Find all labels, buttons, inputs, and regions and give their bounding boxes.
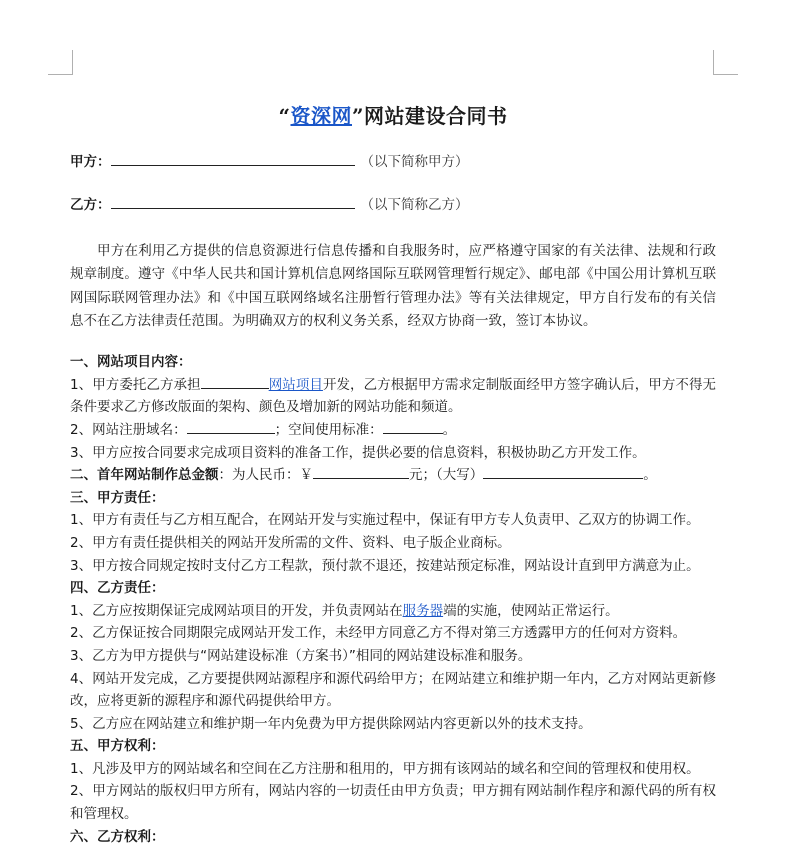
party-a-line [70, 151, 716, 173]
amount-number-blank[interactable] [313, 464, 409, 479]
section-4-item-1: 1、乙方应按期保证完成网站项目的开发，并负责网站在服务器端的实施，使网站正常运行。 [70, 602, 619, 619]
section-3-item-3: 3、甲方按合同规定按时支付乙方工程款，预付款不退还，按建站预定标准，网站设计直到甲方满意为止。 [70, 557, 700, 574]
document-page [70, 98, 716, 848]
section-5-item-1: 1、凡涉及甲方的网站域名和空间在乙方注册和租用的，甲方拥有该网站的域名和空间的管理权和使用权。 [70, 760, 700, 777]
party-b-label: 乙方： [70, 197, 111, 213]
section-4-item-5: 5、乙方应在网站建立和维护期一年内免费为甲方提供除网站内容更新以外的技术支持。 [70, 715, 592, 732]
website-project-link[interactable]: 网站项目 [268, 376, 323, 393]
section-4-heading: 四、乙方责任： [70, 580, 165, 597]
intro-paragraph: 甲方在利用乙方提供的信息资源进行信息传播和自我服务时，应严格遵守国家的有关法律、法规和行政规章制度。遵守《中华人民共和国计算机信息网络国际互联网管理暂行规定》、邮电部《中国公用计算机互联网国际联网管理办法》和《中国互联网络域名注册暂行管理办法》等有关法律规定，甲方自行发布的有关信息不在乙方法律责任范围。为明确双方的权利义务关系，经双方协商一致，签订本协议。 [70, 243, 716, 329]
amount-words-blank[interactable] [483, 464, 643, 479]
section-1-heading: 一、网站项目内容： [70, 354, 192, 371]
section-1-item-3: 3、甲方应按合同要求完成项目资料的准备工作，提供必要的信息资料，积极协助乙方开发工作。 [70, 444, 646, 461]
section-2-line: 二、首年网站制作总金额：为人民币：￥ 元；（大写） 。 [70, 464, 716, 487]
section-1-item-2: 2、网站注册域名： ；空间使用标准： 。 [70, 419, 716, 442]
section-4-item-2: 2、乙方保证按合同期限完成网站开发工作，未经甲方同意乙方不得对第三方透露甲方的任何对方资料。 [70, 625, 687, 642]
contract-body [70, 351, 716, 848]
section-6-heading: 六、乙方权利： [70, 828, 165, 845]
party-b-line [70, 194, 716, 216]
section-4-item-3: 3、乙方为甲方提供与“网站建设标准（方案书）”相同的网站建设标准和服务。 [70, 647, 532, 664]
section-5-item-2: 2、甲方网站的版权归甲方所有，网站内容的一切责任由甲方负责；甲方拥有网站制作程序和源代码的所有权和管理权。 [70, 783, 716, 823]
party-b-note: （以下简称乙方） [360, 197, 469, 213]
space-standard-blank[interactable] [383, 419, 443, 434]
party-a-blank[interactable] [111, 151, 355, 166]
page-title: “资深网”网站建设合同书 [278, 104, 508, 128]
crop-mark-top-right [713, 50, 738, 75]
project-blank[interactable] [201, 374, 269, 389]
section-1-item-1: 1、甲方委托乙方承担 网站项目开发，乙方根据甲方需求定制版面经甲方签字确认后，甲方不得无条件要求乙方修改版面的架构、颜色及增加新的网站功能和频道。 [70, 374, 716, 419]
section-3-item-1: 1、甲方有责任与乙方相互配合，在网站开发与实施过程中，保证有甲方专人负责甲、乙双方的协调工作。 [70, 512, 700, 529]
section-2-heading: 二、首年网站制作总金额 [70, 467, 219, 484]
party-a-note: （以下简称甲方） [360, 154, 469, 170]
party-b-blank[interactable] [111, 194, 355, 209]
section-5-heading: 五、甲方权利： [70, 738, 165, 755]
section-3-item-2: 2、甲方有责任提供相关的网站开发所需的文件、资料、电子版企业商标。 [70, 534, 511, 551]
domain-blank[interactable] [187, 419, 275, 434]
party-a-label: 甲方： [70, 154, 111, 170]
title-link[interactable]: 资深网 [290, 104, 352, 128]
section-4-item-4: 4、网站开发完成，乙方要提供网站源程序和源代码给甲方；在网站建立和维护期一年内，乙方对网站更新修改，应将更新的源程序和源代码提供给甲方。 [70, 670, 716, 710]
crop-mark-top-left [48, 50, 73, 75]
server-link[interactable]: 服务器 [402, 602, 444, 619]
section-3-heading: 三、甲方责任： [70, 489, 165, 506]
